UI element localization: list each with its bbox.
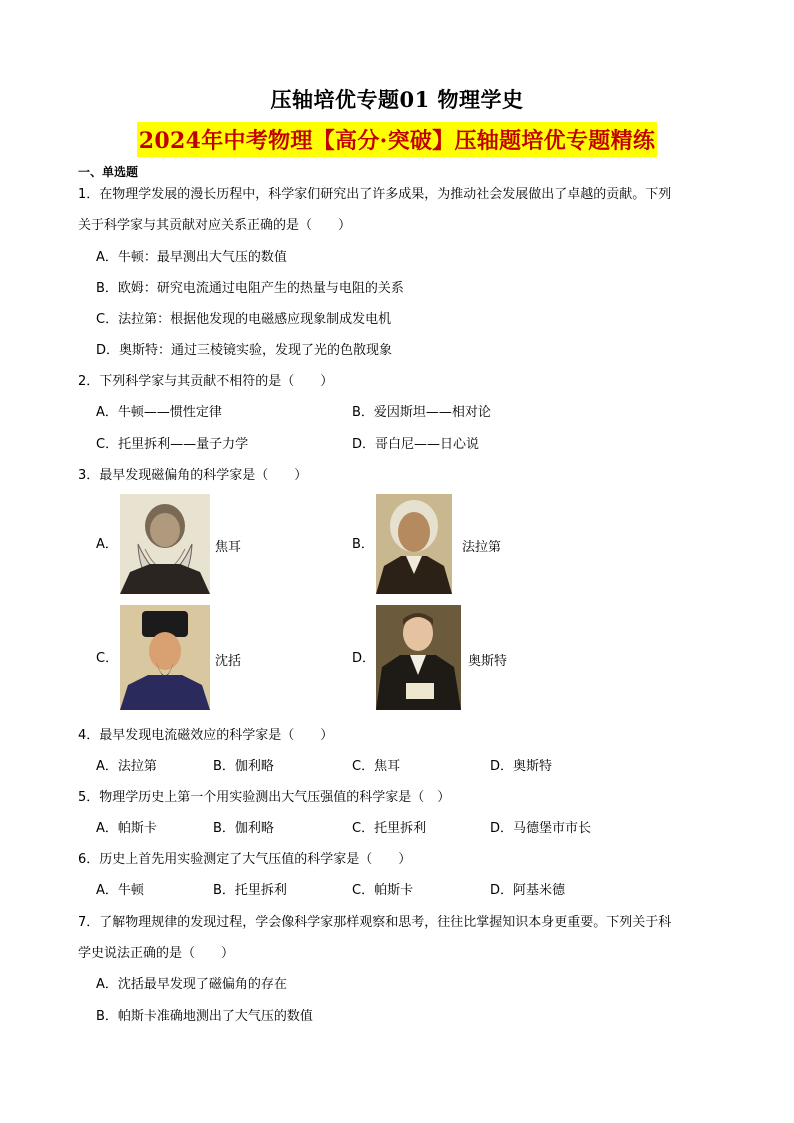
portrait-oersted [376, 605, 461, 710]
q3-option-b-letter: B． [352, 537, 374, 552]
q3-option-c-name: 沈括 [215, 654, 242, 669]
q2-option-c: C．托里拆利——量子力学 [96, 437, 249, 452]
portrait-faraday [376, 494, 452, 594]
q4-option-d: D．奥斯特 [490, 759, 553, 774]
q3-option-a-name: 焦耳 [215, 540, 242, 555]
q3-option-d-name: 奥斯特 [468, 654, 508, 669]
q4-option-c: C．焦耳 [352, 759, 401, 774]
q4-option-b: B．伽利略 [213, 759, 274, 774]
q3-stem: 3．最早发现磁偏角的科学家是（ ） [78, 468, 308, 483]
q4-stem: 4．最早发现电流磁效应的科学家是（ ） [78, 728, 334, 743]
q1-stem-line2: 关于科学家与其贡献对应关系正确的是（ ） [78, 218, 352, 233]
q3-option-d-letter: D． [352, 651, 376, 666]
q7-stem-line2: 学史说法正确的是（ ） [78, 946, 235, 961]
q6-option-c: C．帕斯卡 [352, 883, 414, 898]
q7-option-a: A．沈括最早发现了磁偏角的存在 [96, 977, 287, 992]
q1-stem-line1: 1．在物理学发展的漫长历程中，科学家们研究出了许多成果，为推动社会发展做出了卓越的贡献。下列 [78, 187, 672, 202]
portrait-shen-kuo [120, 605, 210, 710]
q5-stem: 5．物理学历史上第一个用实验测出大气压强值的科学家是（ ） [78, 790, 451, 805]
q1-option-c: C．法拉第：根据他发现的电磁感应现象制成发电机 [96, 312, 392, 327]
q6-option-b: B．托里拆利 [213, 883, 287, 898]
document-subtitle: 2024年中考物理【高分·突破】压轴题培优专题精练 [137, 122, 657, 157]
q2-option-a: A．牛顿——惯性定律 [96, 405, 222, 420]
q2-stem: 2．下列科学家与其贡献不相符的是（ ） [78, 374, 334, 389]
q3-option-c-letter: C． [96, 651, 119, 666]
q3-option-a-letter: A． [96, 537, 118, 552]
q7-option-b: B．帕斯卡准确地测出了大气压的数值 [96, 1009, 313, 1024]
q1-option-d: D．奥斯特：通过三棱镜实验，发现了光的色散现象 [96, 343, 393, 358]
q2-option-d: D．哥白尼——日心说 [352, 437, 480, 452]
section-heading: 一、单选题 [78, 165, 139, 179]
q5-option-a: A．帕斯卡 [96, 821, 157, 836]
q3-option-b-name: 法拉第 [462, 540, 502, 555]
q6-option-a: A．牛顿 [96, 883, 144, 898]
q7-stem-line1: 7．了解物理规律的发现过程，学会像科学家那样观察和思考，往往比掌握知识本身更重要。下列关于科 [78, 915, 672, 930]
q6-option-d: D．阿基米德 [490, 883, 566, 898]
q2-option-b: B．爱因斯坦——相对论 [352, 405, 491, 420]
q6-stem: 6．历史上首先用实验测定了大气压值的科学家是（ ） [78, 852, 412, 867]
document-title: 压轴培优专题01 物理学史 [270, 87, 524, 112]
q1-option-a: A．牛顿：最早测出大气压的数值 [96, 250, 287, 265]
q5-option-b: B．伽利略 [213, 821, 274, 836]
portrait-joule [120, 494, 210, 594]
q1-option-b: B．欧姆：研究电流通过电阻产生的热量与电阻的关系 [96, 281, 404, 296]
q5-option-d: D．马德堡市市长 [490, 821, 592, 836]
q5-option-c: C．托里拆利 [352, 821, 427, 836]
document-subtitle-wrap [0, 122, 794, 161]
q4-option-a: A．法拉第 [96, 759, 157, 774]
